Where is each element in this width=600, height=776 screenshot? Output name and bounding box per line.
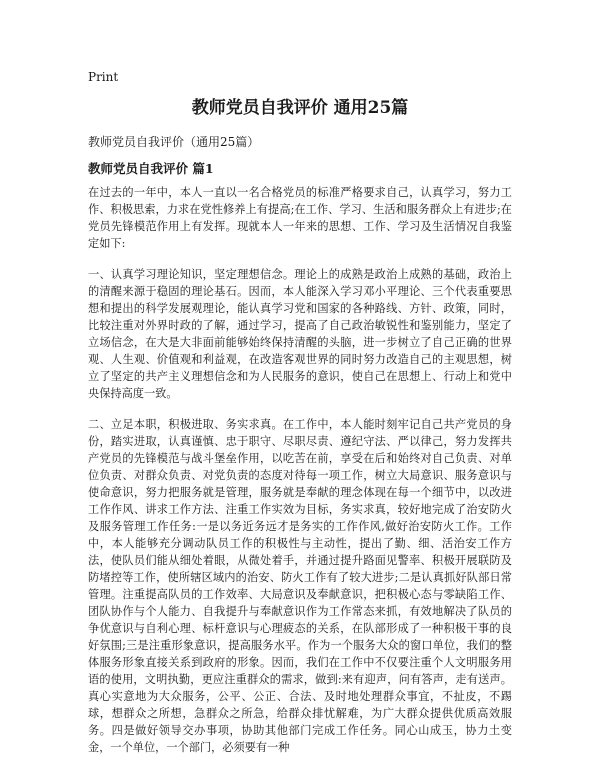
paragraph-work: 二、立足本职，积极进取、务实求真。在工作中，本人能时刻牢记自己共产党员的身份，踏实进取，认真谨慎、忠于职守、尽职尽责、遵纪守法、严以律己，努力发挥共产党员的先锋模范与战斗堡垒作用，以吃苦在前，享受在后和始终对自己负责、对单位负责、对群众负责、对党负责的态度对待每一项工作，树立大局意识、服务意识与使命意识，努力把服务就是管理，服务就是奉献的理念体现在每一个细节中，以改进工作作风、讲求工作方法、注重工作实效为目标，务实求真，较好地完成了治安防火及服务管理工作任务:一是以务近务远才是务实的工作作风,做好治安防火工作。工作中，本人能够充分调动队员工作的积极性与主动性，提出了勤、细、活治安工作方法，使队员们能从细处着眼，从微处着手，并通过提升路面见警率、积极开展联防及防堵控等工作，使所辖区域内的治安、防火工作有了较大进步;二是认真抓好队部日常管理。注重提高队员的工作效率、大局意识及奉献意识，把积极心态与零缺陷工作、团队协作与个人能力、自我提升与奉献意识作为工作常态来抓，有效地解决了队员的争优意识与自利心理、标杆意识与心理疲态的关系，在队部形成了一种积极干事的良好氛围;三是注重形象意识，提高服务水平。作为一个服务大众的窗口单位，我们的整体服务形象直接关系到政府的形象。因而，我们在工作中不仅要注重个人文明服务用语的使用，文明执勤，更应注重群众的需求，做到:来有迎声，问有答声，走有送声。真心实意地为大众服务，公平、公正、合法、及时地处理群众事宜，不扯皮，不踢球，想群众之所想，急群众之所急，给群众排忧解难，为广大群众提供优质高效服务。四是做好领导交办事项，协助其他部门完成工作任务。同心山成玉，协力土变金，一个单位，一个部门，必须要有一种 — [88, 418, 512, 754]
paragraph-intro: 在过去的一年中，本人一直以一名合格党员的标准严格要求自己，认真学习，努力工作、积极思索，力求在党性修养上有提高;在工作、学习、生活和服务群众上有进步;在党员先锋模范作用上有发挥。现就本人一年来的思想、工作、学习及生活情况自我鉴定如下: — [88, 186, 512, 250]
print-label: Print — [88, 70, 119, 84]
document-title: 教师党员自我评价 通用25篇 — [191, 98, 409, 118]
section-heading: 教师党员自我评价 篇1 — [88, 161, 214, 176]
document-subtitle: 教师党员自我评价（通用25篇） — [88, 135, 260, 149]
document-body — [88, 184, 512, 756]
paragraph-theory: 一、认真学习理论知识，坚定理想信念。理论上的成熟是政治上成熟的基础，政治上的清醒来源于稳固的理论基石。因而，本人能深入学习邓小平理论、三个代表重要思想和提出的科学发展观理论，能认真学习党和国家的各种路线、方针、政策，同时，比较注重对外界时政的了解，通过学习，提高了自己政治敏锐性和鉴别能力，坚定了立场信念，在大是大非面前能够始终保持清醒的头脑，进一步树立了自己正确的世界观、人生观、价值观和利益观，在改造客观世界的同时努力改造自己的主观思想，树立了坚定的共产主义理想信念和为人民服务的意识，使自己在思想上、行动上和党中央保持高度一致。 — [88, 268, 512, 400]
